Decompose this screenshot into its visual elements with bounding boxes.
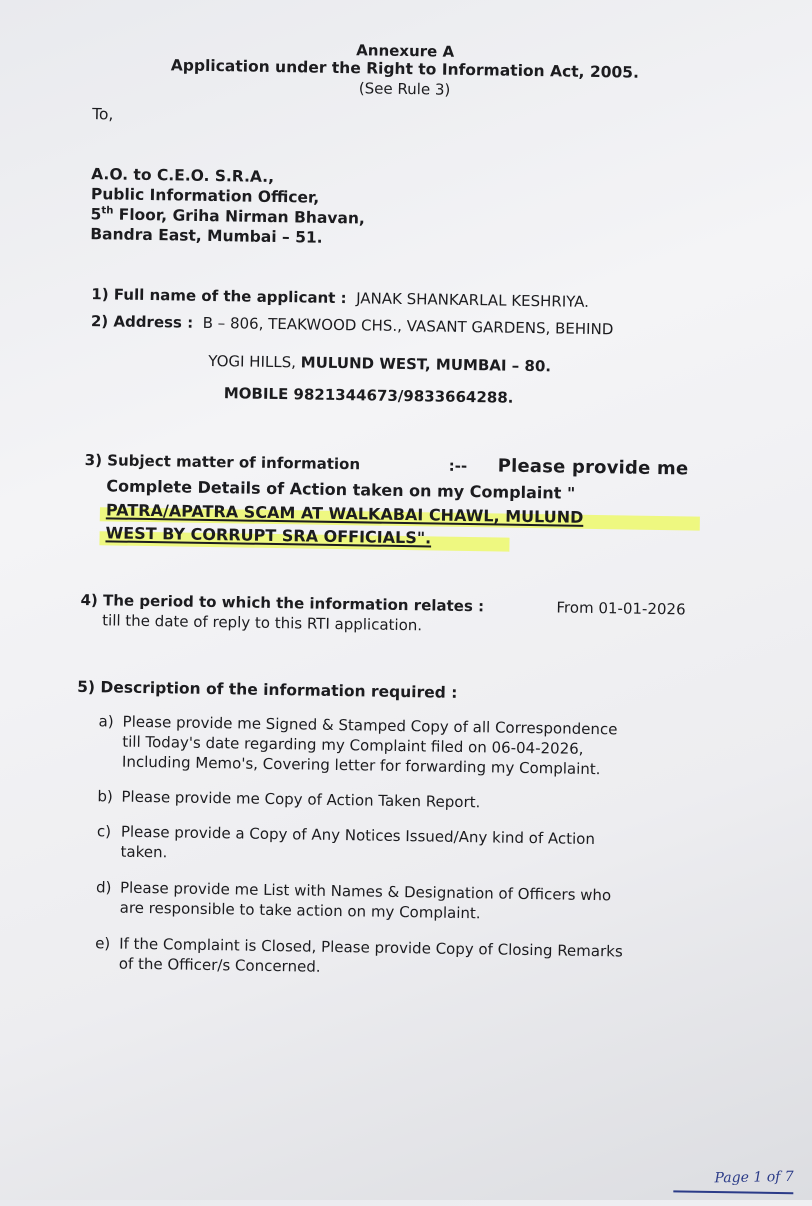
addressee-line-2: Public Information Officer, (90, 185, 320, 207)
period-label: 4) The period to which the information relates : (80, 590, 485, 616)
act-title: Application under the Right to Information Act, 2005. (170, 56, 640, 82)
applicant-name-label: 1) Full name of the applicant : (91, 285, 347, 308)
applicant-mobile: MOBILE 9821344673/9833664288. (223, 384, 514, 407)
item-c-line-2: taken. (120, 842, 168, 862)
applicant-address-line-1: B – 806, TEAKWOOD CHS., VASANT GARDENS, BEHIND (202, 313, 614, 339)
addressee-line-1: A.O. to C.E.O. S.R.A., (91, 165, 275, 186)
subject-line-2: Complete Details of Action taken on my Complaint " (106, 476, 576, 503)
subject-lead: Please provide me (497, 455, 689, 480)
item-a-line-3: Including Memo's, Covering letter for forwarding my Complaint. (121, 752, 601, 779)
applicant-name-row (91, 285, 589, 311)
item-a-line-1: Please provide me Signed & Stamped Copy of all Correspondence (122, 712, 618, 739)
addressee-line-4: Bandra East, Mumbai – 51. (90, 225, 323, 247)
applicant-address-row (91, 312, 614, 338)
item-d-line-2: are responsible to take action on my Complaint. (119, 898, 481, 923)
subject-label: 3) Subject matter of information (84, 451, 361, 474)
item-e-letter: e) (95, 934, 111, 953)
applicant-name-value: JANAK SHANKARLAL KESHRIYA. (356, 289, 590, 311)
address-city: MULUND WEST, MUMBAI – 80. (300, 353, 552, 376)
item-b-letter: b) (97, 787, 113, 806)
item-d-line-1: Please provide me List with Names & Designation of Officers who (119, 878, 612, 905)
handwritten-page-number: Page 1 of 7 (714, 1168, 794, 1187)
rule-reference: (See Rule 3) (358, 79, 451, 99)
item-a-line-2: till Today's date regarding my Complaint filed on 06-04-2026, (122, 732, 584, 758)
applicant-address-label: 2) Address : (90, 312, 194, 332)
description-label: 5) Description of the information required : (77, 677, 458, 702)
subject-separator: :-- (448, 456, 468, 476)
item-c-letter: c) (96, 822, 112, 841)
period-line-2: till the date of reply to this RTI application. (102, 611, 423, 635)
salutation-to: To, (92, 105, 114, 124)
addressee-line-3 (90, 205, 365, 227)
item-a-letter: a) (98, 712, 114, 731)
floor-suffix: th (101, 205, 114, 217)
handwritten-underline (673, 1190, 793, 1194)
item-d-letter: d) (95, 878, 112, 897)
subject-line-4: WEST BY CORRUPT SRA OFFICIALS". (105, 523, 432, 548)
address-locality: YOGI HILLS, (208, 351, 301, 372)
building-name: Floor, Griha Nirman Bhavan, (113, 205, 366, 228)
item-e-line-2: of the Officer/s Concerned. (118, 954, 321, 976)
item-c-line-1: Please provide a Copy of Any Notices Issued/Any kind of Action (120, 822, 596, 849)
item-b-line-1: Please provide me Copy of Action Taken Report. (121, 787, 481, 812)
floor-number: 5 (90, 205, 102, 224)
item-e-line-1: If the Complaint is Closed, Please provide Copy of Closing Remarks (119, 934, 623, 961)
subject-line-3: PATRA/APATRA SCAM AT WALKABAI CHAWL, MULUND (105, 500, 584, 527)
applicant-address-line-2 (208, 352, 551, 375)
period-from: From 01-01-2026 (556, 598, 686, 619)
annexure-title: Annexure A (356, 41, 455, 61)
